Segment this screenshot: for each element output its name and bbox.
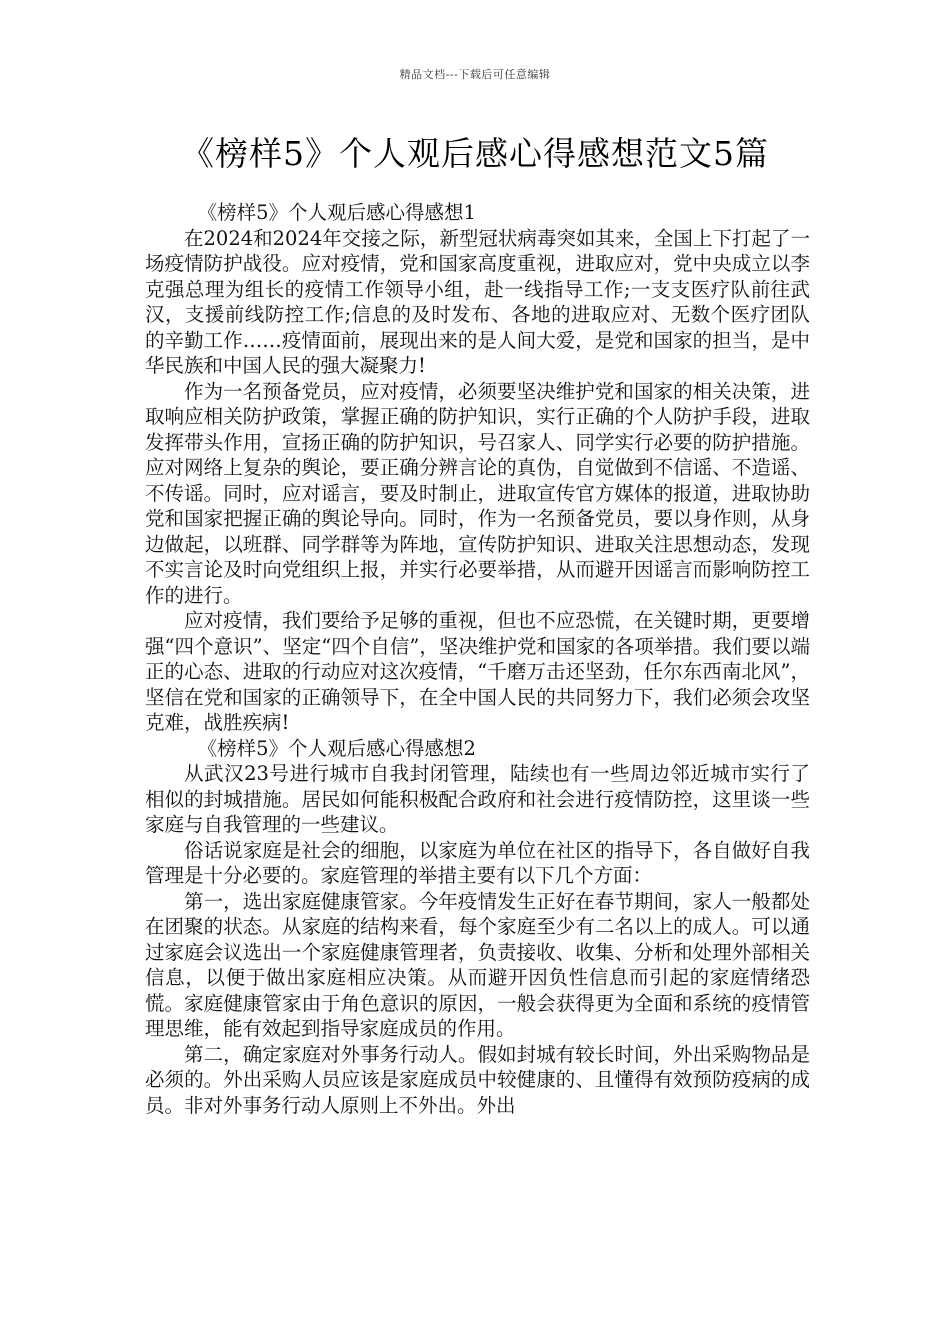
body-paragraph: 在2024和2024年交接之际，新型冠状病毒突如其来，全国上下打起了一场疫情防护战役。应对疫情，党和国家高度重视，进取应对，党中央成立以李克强总理为组长的疫情工作领导小组，赴一线指导工作;一支支医疗队前往武汉，支援前线防控工作;信息的及时发布、各地的进取应对、无数个医疗团队的辛勤工作……疫情面前，展现出来的是人间大爱，是党和国家的担当，是中华民族和中国人民的强大凝聚力! — [145, 226, 810, 377]
body-paragraph: 应对疫情，我们要给予足够的重视，但也不应恐慌，在关键时期，更要增强“四个意识”、坚定“四个自信”，坚决维护党和国家的各项举措。我们要以端正的心态、进取的行动应对这次疫情，“千磨万击还坚劲，任尔东西南北风”，坚信在党和国家的正确领导下，在全中国人民的共同努力下，我们必须会攻坚克难，战胜疾病! — [145, 609, 810, 734]
section-heading: 《榜样5》个人观后感心得感想1 — [197, 201, 476, 224]
body-paragraph: 俗话说家庭是社会的细胞，以家庭为单位在社区的指导下，各自做好自我管理是十分必要的。家庭管理的举措主要有以下几个方面： — [145, 838, 810, 887]
page-header-note: 精品文档---下载后可任意编辑 — [399, 68, 551, 81]
document-body — [145, 200, 810, 1118]
document-title: 《榜样5》个人观后感心得感想范文5篇 — [181, 134, 769, 173]
body-paragraph: 第一，选出家庭健康管家。今年疫情发生正好在春节期间，家人一般都处在团聚的状态。从家庭的结构来看，每个家庭至少有二名以上的成人。可以通过家庭会议选出一个家庭健康管理者，负责接收、收集、分析和处理外部相关信息，以便于做出家庭相应决策。从而避开因负性信息而引起的家庭情绪恐慌。家庭健康管家由于角色意识的原因，一般会获得更为全面和系统的疫情管理思维，能有效起到指导家庭成员的作用。 — [145, 889, 810, 1040]
body-paragraph: 第二，确定家庭对外事务行动人。假如封城有较长时间，外出采购物品是必须的。外出采购人员应该是家庭成员中较健康的、且懂得有效预防疫病的成员。非对外事务行动人原则上不外出。外出 — [145, 1042, 810, 1117]
body-paragraph: 从武汉23号进行城市自我封闭管理，陆续也有一些周边邻近城市实行了相似的封城措施。居民如何能积极配合政府和社会进行疫情防控，这里谈一些家庭与自我管理的一些建议。 — [145, 762, 810, 836]
body-paragraph: 作为一名预备党员，应对疫情，必须要坚决维护党和国家的相关决策，进取响应相关防护政策，掌握正确的防护知识，实行正确的个人防护手段，进取发挥带头作用，宣扬正确的防护知识，号召家人、同学实行必要的防护措施。应对网络上复杂的舆论，要正确分辨言论的真伪，自觉做到不信谣、不造谣、不传谣。同时，应对谣言，要及时制止，进取宣传官方媒体的报道，进取协助党和国家把握正确的舆论导向。同时，作为一名预备党员，要以身作则，从身边做起，以班群、同学群等为阵地，宣传防护知识、进取关注思想动态，发现不实言论及时向党组织上报，并实行必要举措，从而避开因谣言而影响防控工作的进行。 — [145, 379, 810, 607]
section-heading: 《榜样5》个人观后感心得感想2 — [197, 736, 476, 760]
